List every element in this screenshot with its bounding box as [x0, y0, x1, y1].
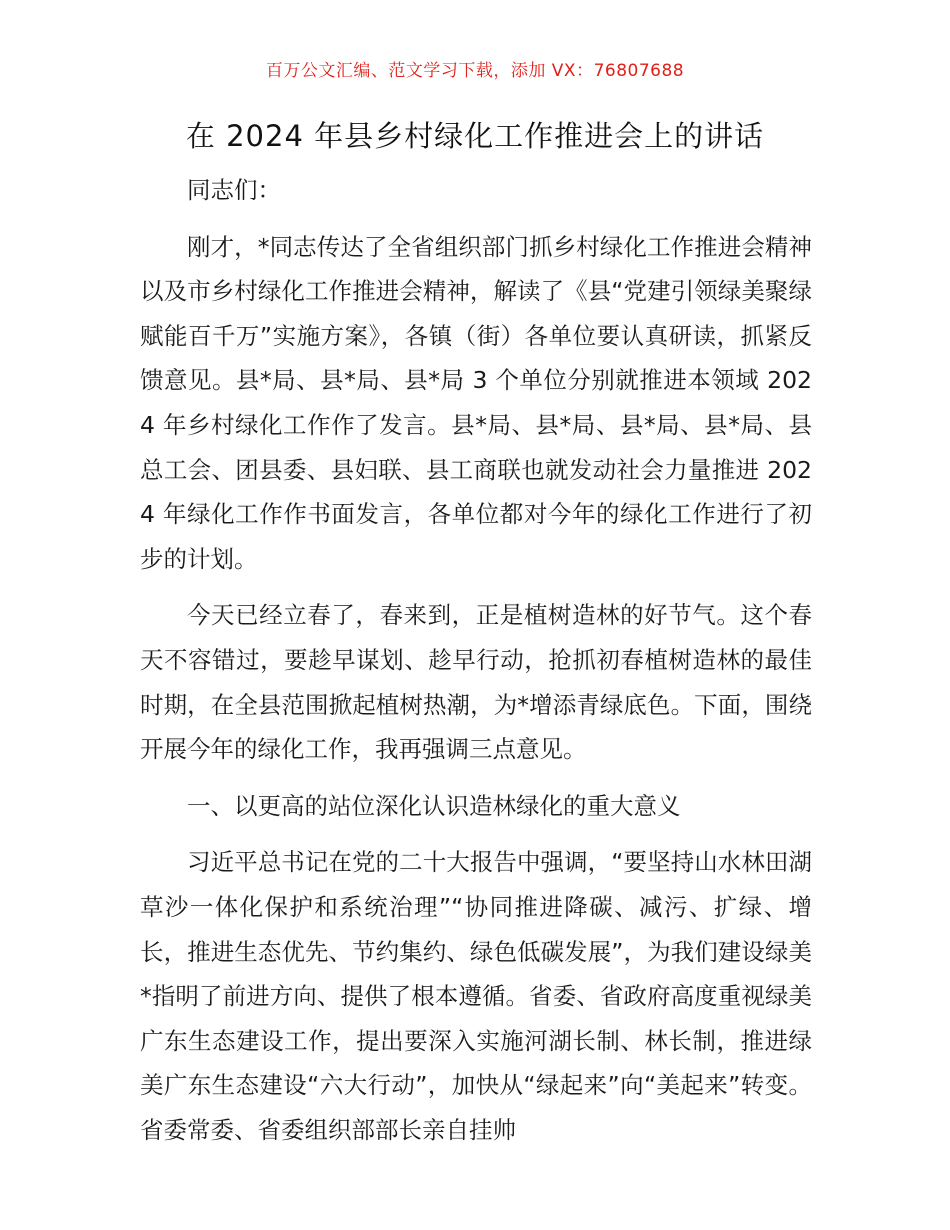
paragraph-1: 刚才，*同志传达了全省组织部门抓乡村绿化工作推进会精神以及市乡村绿化工作推进会精神，解读了《县“党建引领绿美聚绿赋能百千万”实施方案》，各镇（街）各单位要认真研读，抓紧反馈意见。县*局、县*局、县*局 3 个单位分别就推进本领域 2024 年乡村绿化工作作了发言。县*局、县*局、县*局、县*局、县总工会、团县委、县妇联、县工商联也就发动社会力量推进 2024 年绿化工作作书面发言，各单位都对今年的绿化工作进行了初步的计划。: [140, 232, 812, 573]
paragraph-2: 今天已经立春了，春来到，正是植树造林的好节气。这个春天不容错过，要趁早谋划、趁早行动，抢抓初春植树造林的最佳时期，在全县范围掀起植树热潮，为*增添青绿底色。下面，围绕开展今年的绿化工作，我再强调三点意见。: [140, 601, 812, 764]
document-body: [140, 168, 812, 1152]
watermark-text: 百万公文汇编、范文学习下载，添加 VX：76807688: [265, 61, 685, 81]
greeting: 同志们：: [187, 176, 281, 204]
paragraph-3: 习近平总书记在党的二十大报告中强调，“要坚持山水林田湖草沙一体化保护和系统治理”“协同推进降碳、减污、扩绿、增长，推进生态优先、节约集约、绿色低碳发展”，为我们建设绿美*指明了前进方向、提供了根本遵循。省委、省政府高度重视绿美广东生态建设工作，提出要深入实施河湖长制、林长制，推进绿美广东生态建设“六大行动”，加快从“绿起来”向“美起来”转变。省委常委、省委组织部部长亲自挂帅: [140, 848, 812, 1144]
document-title: 在 2024 年县乡村绿化工作推进会上的讲话: [185, 119, 765, 153]
section-heading-1: 一、以更高的站位深化认识造林绿化的重大意义: [187, 791, 681, 820]
